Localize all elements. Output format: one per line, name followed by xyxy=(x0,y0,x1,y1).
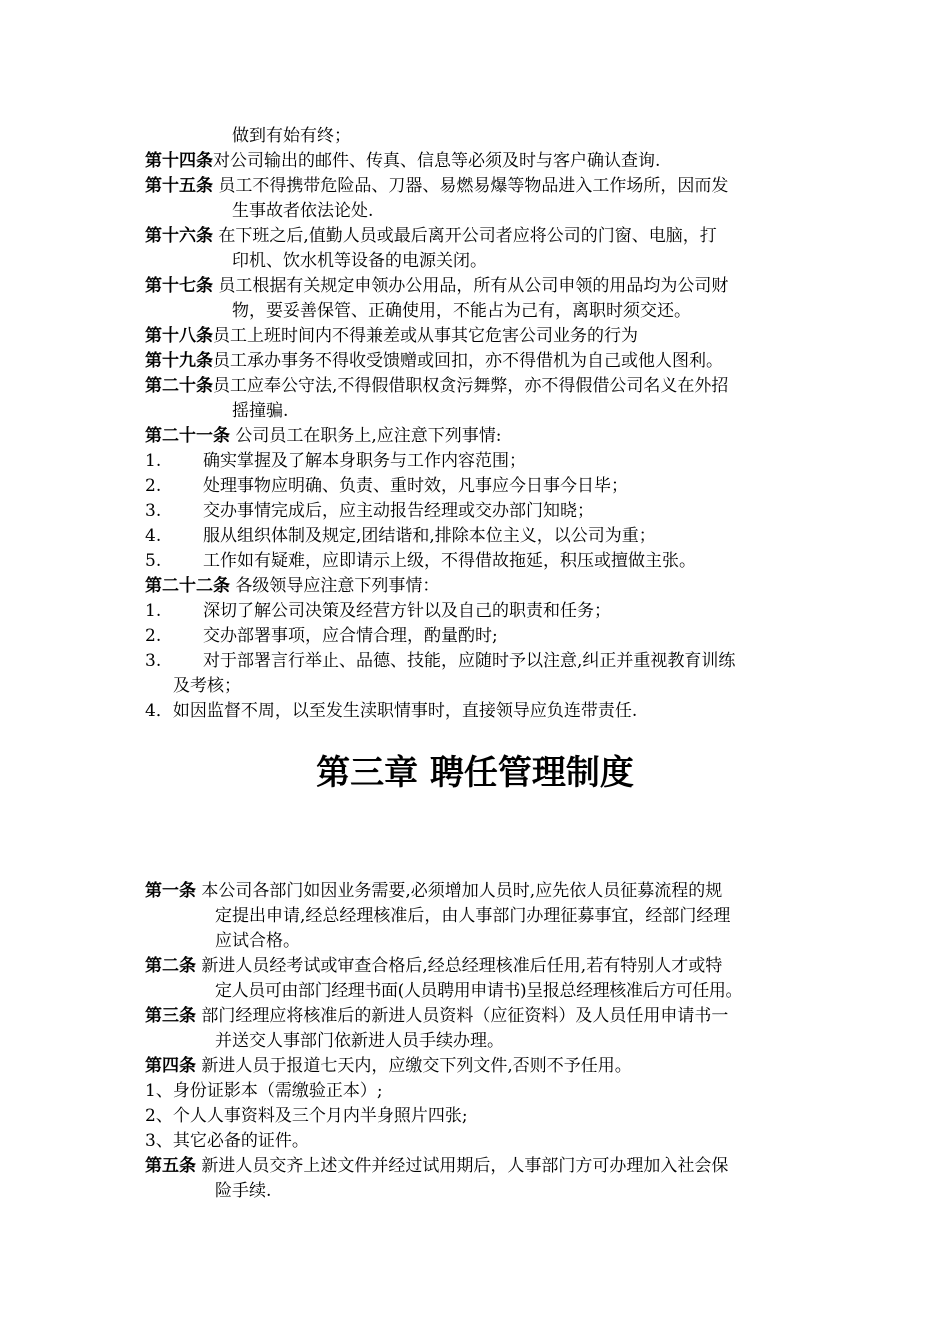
article-text: 员工根据有关规定申领办公用品，所有从公司申领的用品均为公司财 xyxy=(213,276,729,296)
article-label: 第三条 xyxy=(145,1006,196,1026)
chapter3-article-3-continuation: 并送交人事部门依新进人员手续办理。 xyxy=(215,1031,504,1051)
article-text: 各级领导应注意下列事情： xyxy=(230,576,440,596)
list-text: 交办部署事项，应合情合理，酌量酌时; xyxy=(203,626,498,646)
list-text: 工作如有疑难，应即请示上级，不得借故拖延，积压或擅做主张。 xyxy=(203,551,696,571)
list-number: 3. xyxy=(145,501,162,521)
article-text: 员工应奉公守法,不得假借职权贪污舞弊，亦不得假借公司名义在外招 xyxy=(213,376,729,396)
list-item xyxy=(145,649,735,673)
article-14 xyxy=(145,149,660,173)
article-22 xyxy=(145,574,439,598)
article-16-continuation: 印机、饮水机等设备的电源关闭。 xyxy=(232,251,487,271)
article-label: 第五条 xyxy=(145,1156,196,1176)
list-item xyxy=(145,549,696,573)
article-label: 第十四条 xyxy=(145,151,213,171)
chapter3-article-5-continuation: 险手续. xyxy=(215,1181,272,1201)
list-item: 3、其它必备的证件。 xyxy=(145,1131,309,1151)
chapter3-article-2-continuation: 定人员可由部门经理书面(人员聘用申请书)呈报总经理核准后方可任用。 xyxy=(215,981,743,1001)
article-text: 公司员工在职务上,应注意下列事情: xyxy=(230,426,502,446)
list-number: 2. xyxy=(145,476,162,496)
article-label: 第二十条 xyxy=(145,376,213,396)
list-item xyxy=(145,474,628,498)
list-text: 处理事物应明确、负责、重时效，凡事应今日事今日毕； xyxy=(203,476,628,496)
article-21 xyxy=(145,424,502,448)
article-text: 员工不得携带危险品、刀器、易燃易爆等物品进入工作场所，因而发 xyxy=(213,176,729,196)
list-item xyxy=(145,449,526,473)
article-label: 第十九条 xyxy=(145,351,213,371)
list-item-continuation: 及考核； xyxy=(173,676,241,696)
chapter3-article-4 xyxy=(145,1054,632,1078)
article-label: 第十五条 xyxy=(145,176,213,196)
article-20-continuation: 摇撞骗. xyxy=(232,401,289,421)
article-text: 新进人员交齐上述文件并经过试用期后，人事部门方可办理加入社会保 xyxy=(196,1156,729,1176)
article-text: 本公司各部门如因业务需要,必须增加人员时,应先依人员征募流程的规 xyxy=(196,881,723,901)
list-number: 3. xyxy=(145,651,162,671)
article-17-continuation: 物，要妥善保管、正确使用，不能占为己有，离职时须交还。 xyxy=(232,301,691,321)
list-item: 1、身份证影本（需缴验正本）; xyxy=(145,1081,383,1101)
article-label: 第二条 xyxy=(145,956,196,976)
article-15-continuation: 生事故者依法论处. xyxy=(232,201,374,221)
article-label: 第十六条 xyxy=(145,226,213,246)
list-item xyxy=(145,524,656,548)
list-text: 确实掌握及了解本身职务与工作内容范围； xyxy=(203,451,526,471)
article-17 xyxy=(145,274,728,298)
chapter3-article-5 xyxy=(145,1154,728,1178)
article-15 xyxy=(145,174,728,198)
list-text: 对于部署言行举止、品德、技能，应随时予以注意,纠正并重视教育训练 xyxy=(203,651,736,671)
chapter3-article-2 xyxy=(145,954,722,978)
list-item: 2、个人人事资料及三个月内半身照片四张; xyxy=(145,1106,468,1126)
list-number: 2. xyxy=(145,626,162,646)
list-number: 1. xyxy=(145,601,162,621)
list-item xyxy=(145,499,594,523)
article-18 xyxy=(145,324,638,348)
list-text: 服从组织体制及规定,团结谐和,排除本位主义，以公司为重； xyxy=(203,526,656,546)
list-item xyxy=(145,599,611,623)
chapter-title: 第三章 聘任管理制度 xyxy=(316,753,634,793)
article-19 xyxy=(145,349,723,373)
article-text: 部门经理应将核准后的新进人员资料（应征资料）及人员任用申请书一 xyxy=(196,1006,729,1026)
article-label: 第一条 xyxy=(145,881,196,901)
article-text: 员工上班时间内不得兼差或从事其它危害公司业务的行为 xyxy=(213,326,638,346)
chapter3-article-1-continuation: 应试合格。 xyxy=(215,931,300,951)
article-label: 第二十二条 xyxy=(145,576,230,596)
article-20 xyxy=(145,374,728,398)
article-text: 新进人员经考试或审查合格后,经总经理核准后任用,若有特别人才或特 xyxy=(196,956,723,976)
list-item xyxy=(145,624,498,648)
article14-prev-continuation: 做到有始有终； xyxy=(232,126,351,146)
article-label: 第十七条 xyxy=(145,276,213,296)
list-number: 1. xyxy=(145,451,162,471)
article-text: 新进人员于报道七天内，应缴交下列文件,否则不予任用。 xyxy=(196,1056,632,1076)
list-text: 交办事情完成后，应主动报告经理或交办部门知晓； xyxy=(203,501,594,521)
article-label: 第二十一条 xyxy=(145,426,230,446)
chapter3-article-1-continuation: 定提出申请,经总经理核准后，由人事部门办理征募事宜，经部门经理 xyxy=(215,906,731,926)
article-label: 第四条 xyxy=(145,1056,196,1076)
article-text: 在下班之后,值勤人员或最后离开公司者应将公司的门窗、电脑，打 xyxy=(213,226,717,246)
article-text: 员工承办事务不得收受馈赠或回扣，亦不得借机为自己或他人图利。 xyxy=(213,351,723,371)
list-number: 5. xyxy=(145,551,162,571)
article-16 xyxy=(145,224,717,248)
chapter3-article-1 xyxy=(145,879,722,903)
list-item: 4．如因监督不周，以至发生渎职情事时，直接领导应负连带责任. xyxy=(145,701,638,721)
list-text: 深切了解公司决策及经营方针以及自己的职责和任务； xyxy=(203,601,611,621)
chapter3-article-3 xyxy=(145,1004,728,1028)
article-text: 对公司输出的邮件、传真、信息等必须及时与客户确认查询. xyxy=(213,151,661,171)
list-number: 4. xyxy=(145,526,162,546)
article-label: 第十八条 xyxy=(145,326,213,346)
